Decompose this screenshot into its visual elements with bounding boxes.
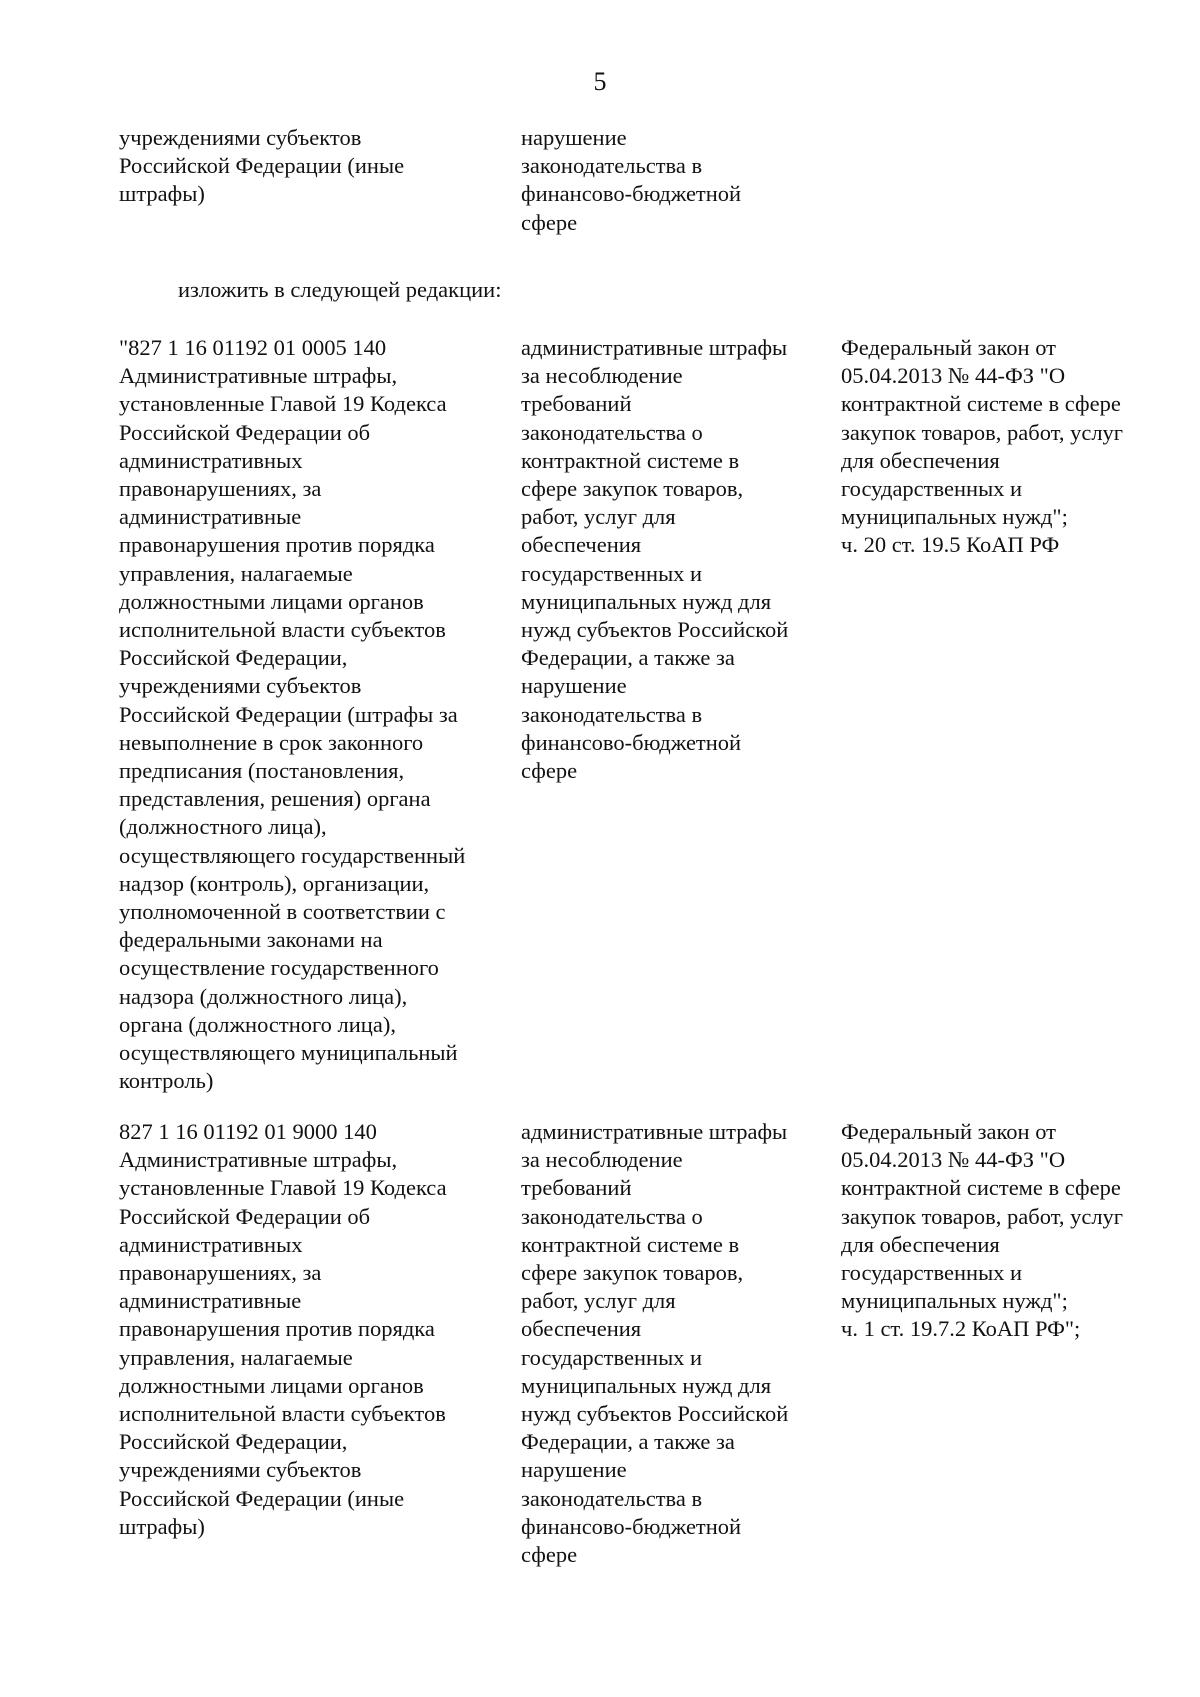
row-2-code-description: 827 1 16 01192 01 9000 140 Административные штрафы, установленные Главой 19 Кодекса Российской Федерации об административных правонарушениях, за административные правонарушения против порядка управления, налагаемые должностными лицами органов исполнительной власти субъектов Российской Федерации, учреждениями субъектов Российской Федерации (иные штрафы) — [119, 1119, 447, 1539]
row-2-purpose: административные штрафы за несоблюдение требований законодательства о контрактной системе в сфере закупок товаров, работ, услуг для обеспечения государственных и муниципальных нужд для нужд субъектов Российской Федерации, а также за нарушение законодательства в финансово-бюджетной сфере — [521, 1119, 789, 1568]
row-1-purpose: административные штрафы за несоблюдение требований законодательства о контрактной системе в сфере закупок товаров, работ, услуг для обеспечения государственных и муниципальных нужд для нужд субъектов Российской Федерации, а также за нарушение законодательства в финансово-бюджетной сфере — [521, 335, 789, 784]
amendment-instruction: изложить в следующей редакции: — [178, 277, 502, 302]
row-1-code-description: "827 1 16 01192 01 0005 140 Административные штрафы, установленные Главой 19 Кодекса Российской Федерации об административных правонарушениях, за административные правонарушения против порядка управления, налагаемые должностными лицами органов исполнительной власти субъектов Российской Федерации, учреждениями субъектов Российской Федерации (штрафы за невыполнение в срок законного предписания (постановления, представления, решения) органа (должностного лица), осуществляющего государственный надзор (контроль), организации, уполномоченной в соответствии с федеральными законами на осуществление государственного надзора (должностного лица), органа (должностного лица), осуществляющего муниципальный контроль) — [119, 335, 466, 1094]
fragment-description: учреждениями субъектов Российской Федерации (иные штрафы) — [119, 125, 405, 207]
row-2-legal-basis: Федеральный закон от 05.04.2013 № 44-ФЗ "О контрактной системе в сфере закупок товаров, работ, услуг для обеспечения государственных и муниципальных нужд"; ч. 1 ст. 19.7.2 КоАП РФ"; — [841, 1119, 1124, 1342]
page-number: 5 — [593, 67, 607, 96]
row-1-legal-basis: Федеральный закон от 05.04.2013 № 44-ФЗ "О контрактной системе в сфере закупок товаров, работ, услуг для обеспечения государственных и муниципальных нужд"; ч. 20 ст. 19.5 КоАП РФ — [841, 335, 1124, 558]
fragment-purpose: нарушение законодательства в финансово-бюджетной сфере — [521, 125, 742, 235]
